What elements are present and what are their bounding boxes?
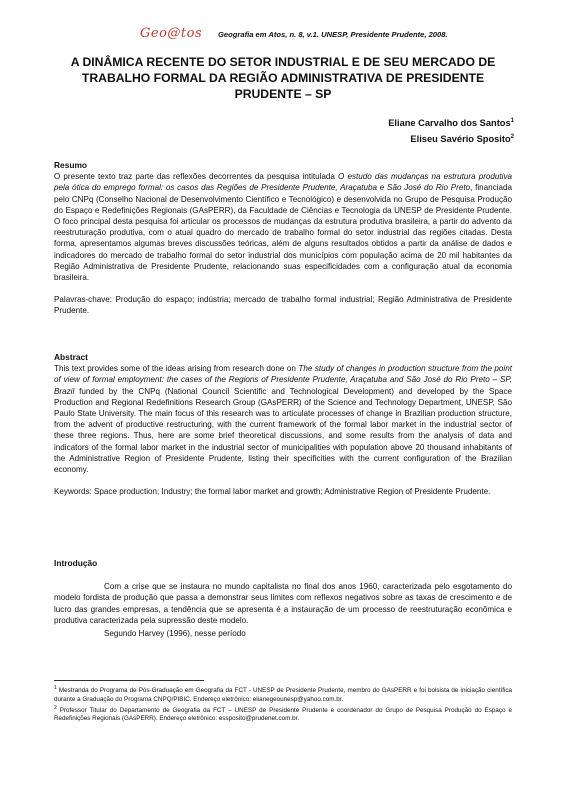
resumo-keywords: Palavras-chave: Produção do espaço; indústria; mercado de trabalho formal industrial; Região Administrativa de Presidente Prudente.	[54, 295, 512, 316]
footnotes	[54, 684, 512, 724]
introducao-heading: Introdução	[54, 558, 98, 568]
journal-logo	[140, 26, 202, 41]
resumo-heading: Resumo	[54, 160, 88, 170]
footnote-2: $^2$ Professor Titular do Departamento de Geografia da FCT – UNESP de Presidente Prudente e coordenador do Grupo de Pesquisa Produção do Espaço e Redefinições Regionais (GAsPERR). Endereço eletrônico: essposito@prudenet.com.br.	[54, 704, 513, 723]
page-header	[140, 26, 460, 48]
introducao-section	[54, 558, 512, 639]
paper-title: A DINÂMICA RECENTE DO SETOR INDUSTRIAL E DE SEU MERCADO DE TRABALHO FORMAL DA REGIÃO ADMINISTRATIVA DE PRESIDENTE PRUDENTE – SP	[70, 55, 496, 101]
abstract-keywords: Keywords: Space production; Industry; the formal labor market and growth; Administrative Region of Presidente Prudente.	[54, 487, 491, 497]
introducao-paragraph-2: Segundo Harvey (1996), nesse período	[104, 629, 246, 639]
footnote-1: $^1$ Mestranda do Programa de Pós-Graduação em Geografia da FCT - UNESP de Presidente Prudente, membro do GAsPERR e foi bolsista de iniciação científica durante a Graduação do Programa CNPQ/PIBIC. Endereço eletrônico: elianegeounesp@yahoo.com.br.	[54, 685, 512, 703]
footnote-mark-1: 1	[510, 118, 514, 124]
logo-text: Geo@tos	[140, 26, 203, 41]
resumo-section	[54, 160, 512, 317]
author-2: Eliseu Savério Sposito$^2$	[410, 134, 514, 145]
abstract-paragraph: This text provides some of the ideas arising from research done on The study of changes in production structure from the point of view of formal employment: the cases of the Regions of Presidente Prudente, Araçatuba and São José do Rio Preto – SP, Brazil funded by the CNPq (National Council Scientific and Technological Development) and developed by the Space Production and Regional Redefinitions Research Group (GAsPERR) of the Science and Technology Department, UNESP, São Paulo State University. The main focus of this research was to articulate processes of change in Brazilian production structure, from the advent of productive restructuring, with the current framework of the formal labor market in the industrial sector of these three regions. Thus, here are some brief theoretical discussions, and some results from the analysis of data and indicators of the formal labor market in the industrial sector of municipalities with population above 20 thousand inhabitants of the Administrative Region of Presidente Prudente, listing their specificities with the current configuration of the Brazilian economy.	[54, 364, 512, 475]
footnote-divider	[54, 680, 204, 681]
introducao-paragraph: Com a crise que se instaura no mundo capitalista no final dos anos 1960, caracterizada pelo esgotamento do modelo fordista de produção que passa a demonstrar seus limites com reflexos negativos sobre as taxas de crescimento e de lucro das grandes empresas, a tendência que se apresenta é a instauração de um processo de reestruturação econômica e produtiva caracterizada pela supressão deste modelo.	[54, 582, 512, 625]
abstract-section	[54, 352, 512, 497]
journal-reference: Geografia em Atos, n. 8, v.1. UNESP, Presidente Prudente, 2008.	[218, 30, 448, 39]
footnote-mark-2: 2	[510, 134, 514, 141]
author-list	[388, 114, 514, 146]
author-1: Eliane Carvalho dos Santos$^1$	[388, 118, 514, 129]
abstract-heading: Abstract	[54, 352, 88, 362]
resumo-paragraph: O presente texto traz parte das reflexões decorrentes da pesquisa intitulada O estudo das mudanças na estrutura produtiva pela ótica do emprego formal: os casos das Regiões de Presidente Prudente, Araçatuba e São José do Rio Preto, financiada pelo CNPq (Conselho Nacional de Desenvolvimento Científico e Tecnológico) e desenvolvida no Grupo de Pesquisa Produção do Espaço e Redefinições Regionais (GAsPERR), da Faculdade de Ciências e Tecnologia da UNESP de Presidente Prudente. O foco principal desta pesquisa foi articular os processos de mudanças da estrutura produtiva brasileira, a partir do advento da reestruturação produtiva, com o atual quadro do mercado de trabalho formal do setor industrial das regiões citadas. Desta forma, apresentamos algumas breves discussões teóricas, além de alguns resultados obtidos a partir da análise de dados e indicadores do mercado de trabalho formal do setor industrial dos municípios com população acima de 20 mil habitantes da Região Administrativa de Presidente Prudente, relacionando suas especificidades com a configuração atual da economia brasileira.	[54, 172, 512, 283]
